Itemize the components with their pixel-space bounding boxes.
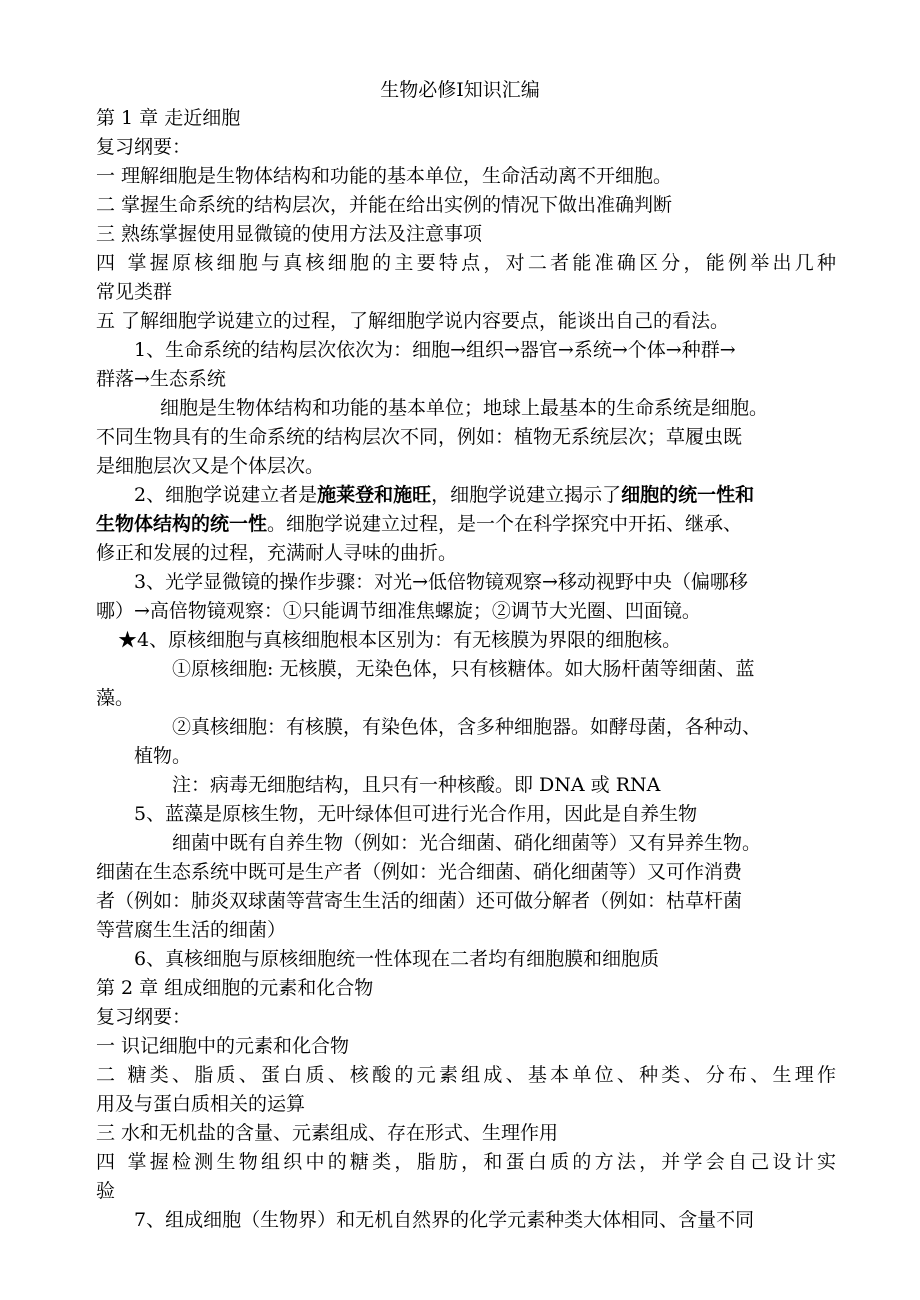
outline-item: 四 掌握检测生物组织中的糖类，脂肪，和蛋白质的方法，并学会自己设计实 (96, 1151, 836, 1173)
paragraph-3-line: 3、光学显微镜的操作步骤：对光→低倍物镜观察→移动视野中央（偏哪移 (134, 571, 748, 593)
outline-item: 三 水和无机盐的含量、元素组成、存在形式、生理作用 (96, 1122, 559, 1144)
text: 。细胞学说建立过程，是一个在科学探究中开拓、继承、 (267, 513, 743, 535)
paragraph-1-line: 群落→生态系统 (96, 368, 226, 390)
bold-text: 生物体结构的统一性 (96, 513, 268, 535)
text: 2、细胞学说建立者是 (134, 484, 318, 506)
outline-item: 常见类群 (96, 281, 173, 303)
paragraph-5-line: 等营腐生生活的细菌） (96, 919, 287, 941)
paragraph-6-line: 6、真核细胞与原核细胞统一性体现在二者均有细胞膜和细胞质 (134, 948, 660, 970)
paragraph-4-line: ②真核细胞：有核膜，有染色体，含多种细胞器。如酵母菌，各种动、 (172, 716, 762, 738)
paragraph-4-line: 藻。 (96, 687, 135, 709)
outline-item: 二 掌握生命系统的结构层次，并能在给出实例的情况下做出准确判断 (96, 194, 673, 216)
paragraph-4-line: ★4、原核细胞与真核细胞根本区别为：有无核膜为界限的细胞核。 (118, 629, 682, 651)
paragraph-1-line: 是细胞层次又是个体层次。 (96, 455, 325, 477)
page-title: 生物必修I知识汇编 (380, 79, 540, 101)
chapter-2-outline-label: 复习纲要： (96, 1006, 192, 1028)
paragraph-2-line: 修正和发展的过程，充满耐人寻味的曲折。 (96, 542, 458, 564)
outline-item: 二 糖类、脂质、蛋白质、核酸的元素组成、基本单位、种类、分布、生理作 (96, 1064, 836, 1086)
bold-text: 施莱登和施旺 (317, 484, 432, 506)
outline-item: 三 熟练掌握使用显微镜的使用方法及注意事项 (96, 223, 483, 245)
bold-text: 细胞的统一性和 (621, 484, 755, 506)
chapter-2-heading: 第 2 章 组成细胞的元素和化合物 (96, 977, 374, 999)
paragraph-1-line: 1、生命系统的结构层次依次为：细胞→组织→器官→系统→个体→种群→ (134, 339, 736, 361)
paragraph-5-line: 5、蓝藻是原核生物，无叶绿体但可进行光合作用，因此是自养生物 (134, 803, 698, 825)
note-line: 注：病毒无细胞结构，且只有一种核酸。即 DNA 或 RNA (172, 774, 661, 796)
paragraph-5-line: 细菌在生态系统中既可是生产者（例如：光合细菌、硝化细菌等）又可作消费 (96, 861, 743, 883)
paragraph-4-line: ①原核细胞: 无核膜，无染色体，只有核糖体。如大肠杆菌等细菌、蓝 (172, 658, 755, 680)
paragraph-2-line (134, 481, 754, 509)
paragraph-1-line: 不同生物具有的生命系统的结构层次不同，例如：植物无系统层次；草履虫既 (96, 426, 743, 448)
paragraph-2-line (96, 510, 742, 538)
paragraph-5-line: 者（例如：肺炎双球菌等营寄生生活的细菌）还可做分解者（例如：枯草杆菌 (96, 890, 743, 912)
paragraph-4-line: 植物。 (134, 745, 192, 767)
paragraph-1-line: 细胞是生物体结构和功能的基本单位；地球上最基本的生命系统是细胞。 (160, 397, 769, 419)
text: ，细胞学说建立揭示了 (431, 484, 622, 506)
chapter-1-heading: 第 1 章 走近细胞 (96, 107, 241, 129)
paragraph-5-line: 细菌中既有自养生物（例如：光合细菌、硝化细菌等）又有异养生物。 (172, 832, 762, 854)
outline-item: 四 掌握原核细胞与真核细胞的主要特点，对二者能准确区分，能例举出几种 (96, 252, 836, 274)
outline-item: 验 (96, 1180, 116, 1202)
paragraph-7-line: 7、组成细胞（生物界）和无机自然界的化学元素种类大体相同、含量不同 (134, 1209, 755, 1231)
outline-item: 一 识记细胞中的元素和化合物 (96, 1035, 350, 1057)
paragraph-3-line: 哪）→高倍物镜观察：①只能调节细准焦螺旋；②调节大光圈、凹面镜。 (96, 600, 701, 622)
outline-item: 五 了解细胞学说建立的过程，了解细胞学说内容要点，能谈出自己的看法。 (96, 310, 730, 332)
outline-item: 用及与蛋白质相关的运算 (96, 1093, 306, 1115)
chapter-1-outline-label: 复习纲要： (96, 136, 192, 158)
outline-item: 一 理解细胞是生物体结构和功能的基本单位，生命活动离不开细胞。 (96, 165, 673, 187)
